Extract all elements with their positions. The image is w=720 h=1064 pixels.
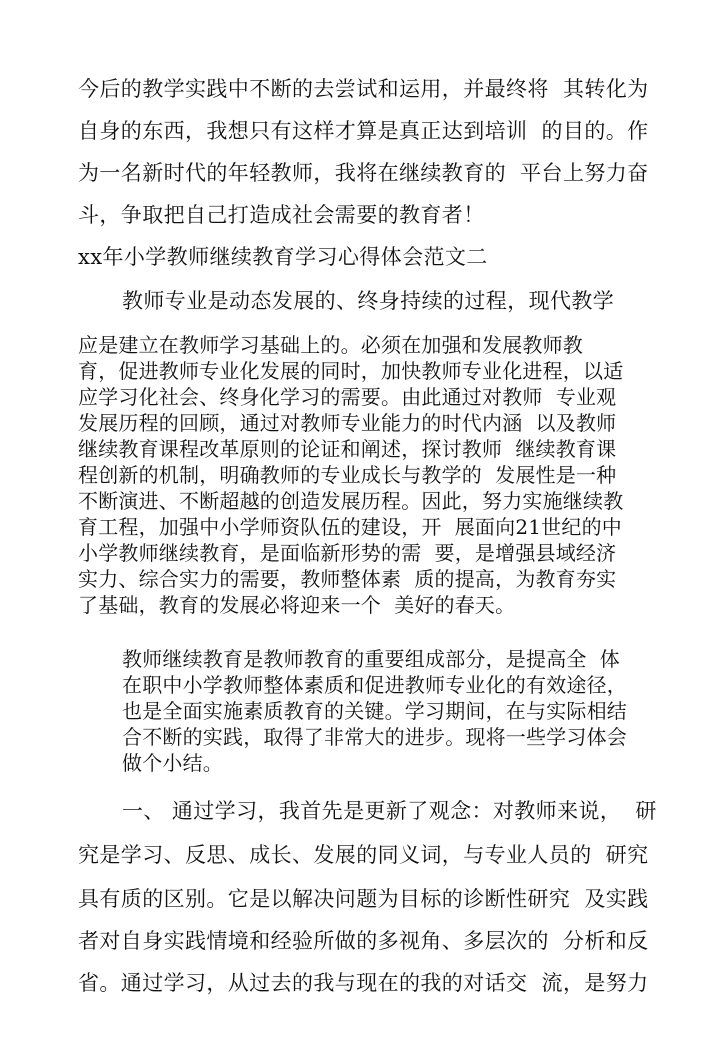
- para1-line-2: 育，促进教师专业化发展的同时，加快教师专业化进程，以适: [78, 359, 624, 383]
- para3-line-2: 究是学习、反思、成长、发展的同义词，与专业人员的 研究: [78, 843, 649, 867]
- para2-line-2: 在职中小学教师整体素质和促进教师专业化的有效途径，: [122, 673, 627, 697]
- para1-line-4: 发展历程的回顾，通过对教师专业能力的时代内涵 以及教师: [78, 411, 617, 435]
- para1-line-11: 了基础，教育的发展必将迎来一个 美好的春天。: [78, 593, 516, 617]
- para1-line-8: 育工程，加强中小学师资队伍的建设，开 展面向21世纪的中: [78, 515, 622, 539]
- para2-line-5: 做个小结。: [122, 751, 223, 775]
- para3-line-3: 具有质的区别。它是以解决问题为目标的诊断性研究 及实践: [78, 887, 649, 911]
- para1-line-7: 不断演进、不断超越的创造发展历程。因此，努力实施继续教: [78, 489, 624, 513]
- para1-line-6: 程创新的机制，明确教师的专业成长与教学的 发展性是一种: [78, 463, 617, 487]
- para2-line-3: 也是全面实施素质教育的关键。学习期间，在与实际相结: [122, 699, 627, 723]
- section-heading: xx年小学教师继续教育学习心得体会范文二: [78, 245, 488, 269]
- para1-line-5: 继续教育课程改革原则的论证和阐述，探讨教师 继续教育课: [78, 437, 617, 461]
- para1-line-3: 应学习化社会、终身化学习的需要。由此通过对教师 专业观: [78, 385, 617, 409]
- intro-line-2: 自身的东西，我想只有这样才算是真正达到培训 的目的。作: [78, 119, 649, 143]
- para1-line-1: 应是建立在教师学习基础上的。必须在加强和发展教师教: [78, 333, 583, 357]
- para2-line-1: 教师继续教育是教师教育的重要组成部分，是提高全 体: [122, 647, 620, 671]
- intro-line-1: 今后的教学实践中不断的去尝试和运用，并最终将 其转化为: [78, 77, 649, 101]
- para1-line-9: 小学教师继续教育，是面临新形势的需 要，是增强县域经济: [78, 541, 617, 565]
- intro-line-4: 斗，争取把自己打造成社会需要的教育者！: [78, 203, 485, 227]
- para1-line-10: 实力、综合实力的需要，教师整体素 质的提高，为教育夯实: [78, 567, 617, 591]
- para3-line-5: 省。通过学习，从过去的我与现在的我的对话交 流，是努力: [78, 971, 649, 995]
- para1-first-line: 教师专业是动态发展的、终身持续的过程，现代教学: [122, 289, 615, 313]
- para2-line-4: 合不断的实践，取得了非常大的进步。现将一些学习体会: [122, 725, 627, 749]
- para3-line-1: 一、 通过学习，我首先是更新了观念：对教师来说， 研: [122, 799, 657, 823]
- intro-line-3: 为一名新时代的年轻教师，我将在继续教育的 平台上努力奋: [78, 161, 649, 185]
- para3-line-4: 者对自身实践情境和经验所做的多视角、多层次的 分析和反: [78, 929, 649, 953]
